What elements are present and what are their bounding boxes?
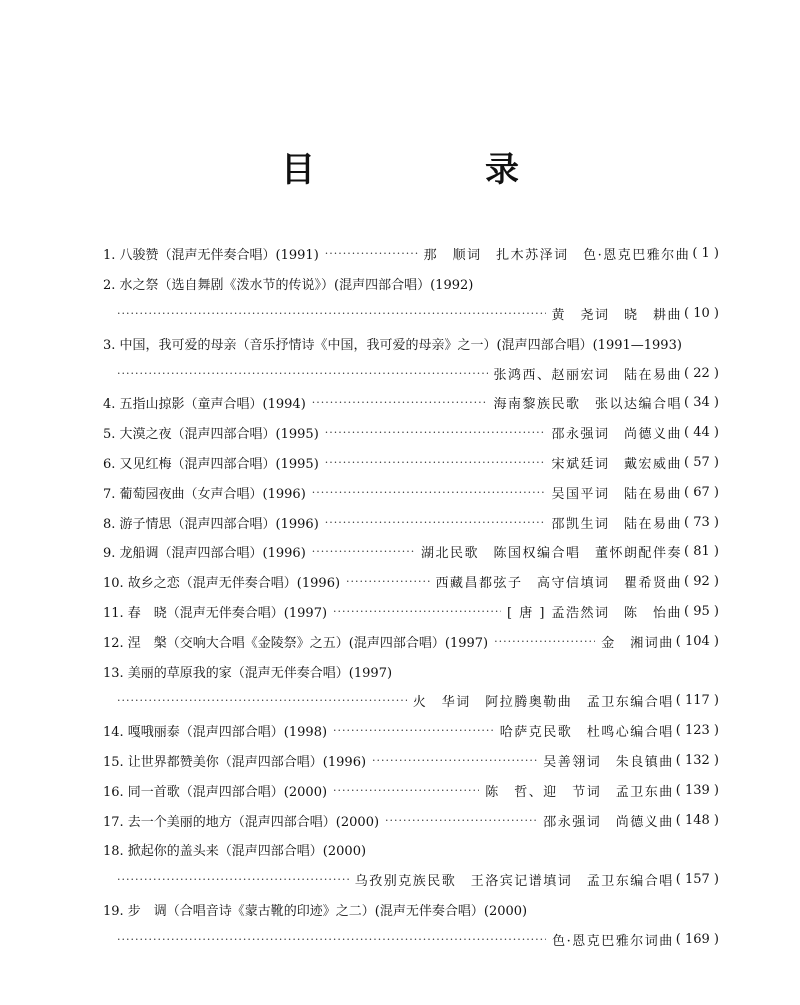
entry-title: 2. 水之祭（选自舞剧《泼水节的传说》）(混声四部合唱）(1992)	[103, 278, 474, 294]
entry-credit: 邵永强词 尚德义曲	[551, 427, 683, 443]
entry-page: ( 1 )	[692, 246, 719, 262]
entry-title: 3. 中国，我可爱的母亲（音乐抒情诗《中国，我可爱的母亲》之一）(混声四部合唱）(1991—1993)	[103, 337, 682, 353]
leader-dots	[333, 605, 501, 618]
entry-credit: 陈 哲、迎 节词 孟卫东曲	[485, 784, 674, 800]
entry-page: ( 123 )	[675, 723, 719, 739]
leader-dots	[372, 754, 537, 767]
entry-title: 12. 涅 槃（交响大合唱《金陵祭》之五）(混声四部合唱）(1997)	[103, 635, 489, 651]
toc-entry[interactable]	[103, 895, 719, 925]
entry-title: 9. 龙船调（混声四部合唱）(1996)	[103, 546, 306, 562]
entry-credit: 色·恩克巴雅尔词曲	[552, 933, 674, 949]
toc-entry[interactable]	[103, 626, 719, 656]
entry-credit: 海南黎族民歌 张以达编合唱	[493, 397, 683, 413]
entry-title: 17. 去一个美丽的地方（混声四部合唱）(2000)	[103, 814, 380, 830]
table-of-contents	[103, 239, 719, 954]
entry-credit: 黄 尧词 晓 耕曲	[551, 307, 683, 323]
toc-entry[interactable]	[103, 597, 719, 627]
entry-credit: 张鸿西、赵丽宏词 陆在易曲	[493, 367, 683, 383]
entry-title: 6. 又见红梅（混声四部合唱）(1995)	[103, 456, 319, 472]
entry-page: ( 22 )	[684, 365, 719, 381]
toc-entry[interactable]	[103, 507, 719, 537]
entry-page: ( 34 )	[684, 395, 719, 411]
entry-page: ( 57 )	[684, 454, 719, 470]
entry-credit: 宋斌廷词 戴宏威曲	[551, 456, 683, 472]
toc-entry[interactable]	[103, 775, 719, 805]
entry-title: 16. 同一首歌（混声四部合唱）(2000)	[103, 784, 328, 800]
entry-credit: 那 顺词 扎木苏泽词 色·恩克巴雅尔曲	[423, 248, 691, 264]
entry-page: ( 95 )	[684, 603, 719, 619]
entry-title: 13. 美丽的草原我的家（混声无伴奏合唱）(1997)	[103, 665, 393, 681]
entry-page: ( 132 )	[675, 752, 719, 768]
entry-title: 1. 八骏赞（混声无伴奏合唱）(1991)	[103, 248, 319, 264]
leader-dots	[117, 367, 488, 380]
entry-credit: 火 华词 阿拉腾奥勒曲 孟卫东编合唱	[412, 695, 674, 711]
entry-credit: 邵永强词 尚德义曲	[543, 814, 674, 830]
entry-title: 10. 故乡之恋（混声无伴奏合唱）(1996)	[103, 576, 341, 592]
page-title: 目 录	[281, 150, 587, 190]
toc-entry-continuation[interactable]	[103, 686, 719, 716]
leader-dots	[312, 545, 415, 558]
leader-dots	[117, 933, 546, 946]
entry-page: ( 169 )	[675, 931, 719, 947]
leader-dots	[325, 516, 546, 529]
leader-dots	[117, 307, 546, 320]
entry-credit: 西藏昌都弦子 高守信填词 瞿希贤曲	[435, 576, 683, 592]
toc-entry[interactable]	[103, 269, 719, 299]
entry-page: ( 81 )	[684, 544, 719, 560]
entry-title: 5. 大漠之夜（混声四部合唱）(1995)	[103, 427, 319, 443]
toc-entry-continuation[interactable]	[103, 924, 719, 954]
toc-entry[interactable]	[103, 537, 719, 567]
toc-entry-continuation[interactable]	[103, 358, 719, 388]
toc-entry[interactable]	[103, 418, 719, 448]
entry-page: ( 10 )	[684, 305, 719, 321]
toc-entry[interactable]	[103, 239, 719, 269]
toc-entry[interactable]	[103, 477, 719, 507]
toc-entry[interactable]	[103, 656, 719, 686]
entry-page: ( 92 )	[684, 574, 719, 590]
entry-title: 4. 五指山掠影（童声合唱）(1994)	[103, 397, 306, 413]
leader-dots	[325, 456, 546, 469]
entry-credit: 金 湘词曲	[601, 635, 674, 651]
toc-entry[interactable]	[103, 448, 719, 478]
entry-page: ( 104 )	[675, 633, 719, 649]
entry-title: 19. 步 调（合唱音诗《蒙古靴的印迹》之二）(混声无伴奏合唱）(2000)	[103, 903, 528, 919]
toc-entry-continuation[interactable]	[103, 299, 719, 329]
entry-title: 7. 葡萄园夜曲（女声合唱）(1996)	[103, 486, 306, 502]
entry-credit: 邵凯生词 陆在易曲	[551, 516, 683, 532]
toc-entry[interactable]	[103, 388, 719, 418]
entry-page: ( 148 )	[675, 812, 719, 828]
entry-credit: 湖北民歌 陈国权编合唱 董怀朗配伴奏	[421, 546, 683, 562]
entry-credit: 吴善翎词 朱良镇曲	[543, 754, 674, 770]
toc-entry[interactable]	[103, 328, 719, 358]
entry-title: 15. 让世界都赞美你（混声四部合唱）(1996)	[103, 754, 367, 770]
leader-dots	[312, 486, 546, 499]
toc-entry-continuation[interactable]	[103, 865, 719, 895]
entry-title: 11. 春 晓（混声无伴奏合唱）(1997)	[103, 605, 328, 621]
entry-page: ( 139 )	[675, 782, 719, 798]
entry-page: ( 44 )	[684, 425, 719, 441]
leader-dots	[385, 814, 537, 827]
leader-dots	[494, 635, 595, 648]
entry-page: ( 117 )	[675, 693, 719, 709]
leader-dots	[325, 426, 546, 439]
toc-entry[interactable]	[103, 567, 719, 597]
leader-dots	[312, 396, 488, 409]
leader-dots	[325, 247, 418, 260]
leader-dots	[333, 784, 479, 797]
entry-page: ( 67 )	[684, 484, 719, 500]
entry-page: ( 157 )	[675, 872, 719, 888]
entry-title: 14. 嘎哦丽泰（混声四部合唱）(1998)	[103, 725, 328, 741]
entry-credit: 吴国平词 陆在易曲	[551, 486, 683, 502]
entry-credit: [ 唐 ] 孟浩然词 陈 怡曲	[507, 605, 683, 621]
leader-dots	[117, 873, 349, 886]
entry-credit: 哈萨克民歌 杜鸣心编合唱	[499, 725, 674, 741]
leader-dots	[346, 575, 429, 588]
leader-dots	[333, 724, 494, 737]
toc-entry[interactable]	[103, 835, 719, 865]
leader-dots	[117, 694, 407, 707]
toc-entry[interactable]	[103, 716, 719, 746]
entry-credit: 乌孜别克族民歌 王洛宾记谱填词 孟卫东编合唱	[354, 874, 674, 890]
entry-title: 8. 游子情思（混声四部合唱）(1996)	[103, 516, 319, 532]
entry-title: 18. 掀起你的盖头来（混声四部合唱）(2000)	[103, 844, 367, 860]
entry-page: ( 73 )	[684, 514, 719, 530]
toc-entry[interactable]	[103, 746, 719, 776]
toc-entry[interactable]	[103, 805, 719, 835]
